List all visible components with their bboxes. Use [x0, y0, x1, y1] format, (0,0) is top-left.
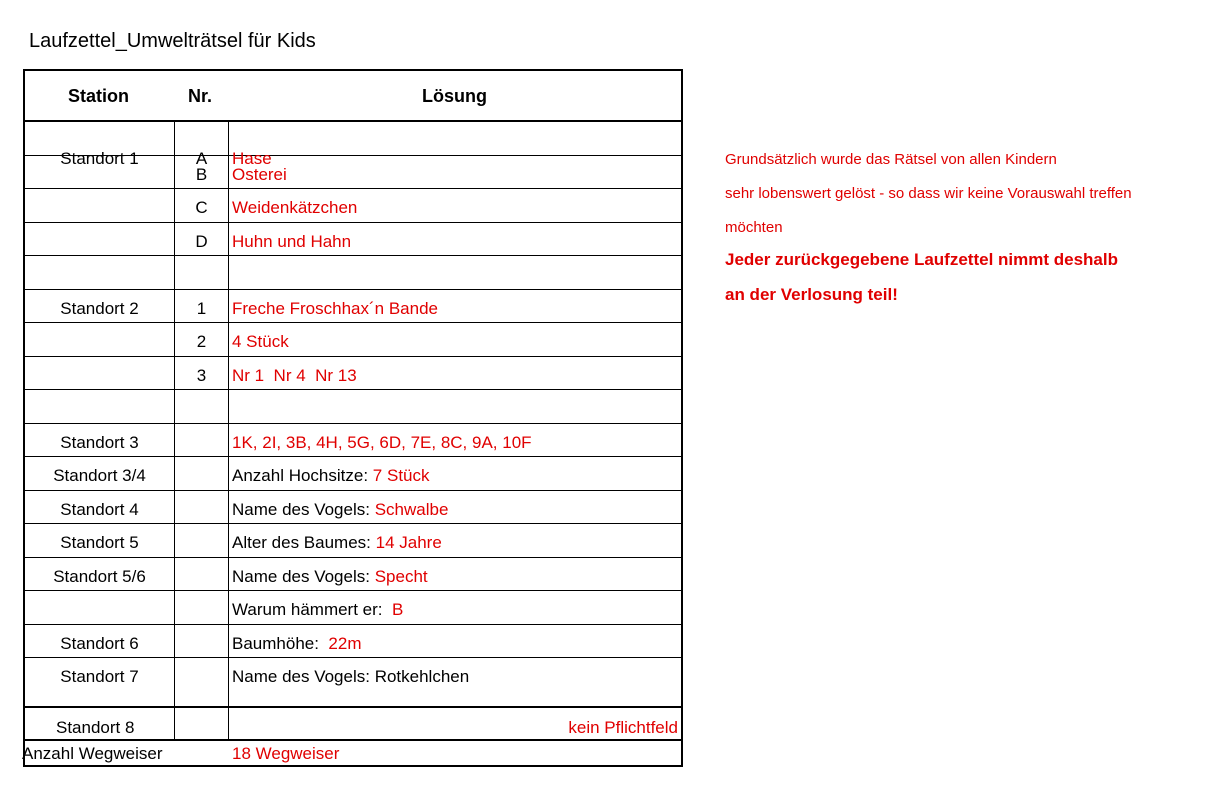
row-divider	[25, 289, 681, 290]
station-cell: Standort 1	[60, 149, 139, 168]
header-station: Station	[68, 86, 129, 106]
optional-field-note: kein Pflichtfeld	[568, 718, 678, 737]
note-line-5: an der Verlosung teil!	[725, 285, 898, 304]
header-divider	[25, 120, 681, 122]
row-divider	[25, 188, 681, 189]
row-divider	[25, 490, 681, 491]
solution-answer: 22m	[328, 634, 362, 653]
solution-answer: 7 Stück	[372, 466, 430, 485]
footer-answer: 18 Wegweiser	[232, 744, 340, 763]
solution-cell	[232, 634, 361, 654]
row-divider	[25, 389, 681, 390]
solution-answer: 14 Jahre	[375, 533, 442, 552]
answer-sheet-table	[23, 69, 683, 767]
solution-answer: Hase	[232, 149, 272, 168]
row-divider	[25, 322, 681, 323]
nr-cell: 2	[196, 332, 207, 351]
station-cell: Standort 3/4	[53, 466, 146, 485]
solution-label: Name des Vogels:	[232, 500, 375, 519]
footer-divider	[25, 739, 681, 741]
row-divider	[25, 356, 681, 357]
solution-answer: Huhn und Hahn	[232, 232, 352, 251]
solution-cell	[232, 466, 430, 486]
solution-label: Alter des Baumes:	[232, 533, 376, 552]
solution-answer: Osterei	[232, 165, 287, 184]
solution-answer: B	[391, 600, 404, 619]
nr-cell: D	[195, 232, 208, 251]
nr-cell: 3	[196, 366, 207, 385]
station-cell: Standort 6	[60, 634, 139, 653]
nr-cell: B	[195, 165, 208, 184]
station-cell: Standort 5	[60, 533, 139, 552]
station-cell: Standort 2	[60, 299, 139, 318]
row-divider	[25, 706, 681, 708]
station-cell: Standort 7	[60, 667, 139, 686]
station-cell: Standort 5/6	[53, 567, 146, 586]
solution-cell	[232, 165, 287, 185]
solution-label: Name des Vogels: Rotkehlchen	[232, 667, 470, 686]
note-line-2: sehr lobenswert gelöst - so dass wir keine Vorauswahl treffen	[725, 185, 1132, 202]
solution-cell	[232, 299, 438, 319]
solution-cell	[232, 567, 428, 587]
solution-answer: Nr 1 Nr 4 Nr 13	[232, 366, 357, 385]
solution-cell	[232, 198, 357, 218]
solution-cell	[232, 332, 289, 352]
station-cell: Standort 4	[60, 500, 139, 519]
solution-label: Baumhöhe:	[232, 634, 329, 653]
solution-cell	[232, 667, 469, 687]
row-divider	[25, 423, 681, 424]
solution-answer: Weidenkätzchen	[232, 198, 358, 217]
nr-cell: 1	[196, 299, 207, 318]
solution-label: Anzahl Hochsitze:	[232, 466, 373, 485]
header-loesung: Lösung	[422, 86, 487, 106]
solution-answer: Freche Froschhax´n Bande	[232, 299, 438, 318]
row-divider	[25, 222, 681, 223]
nr-cell: C	[195, 198, 208, 217]
solution-cell	[232, 500, 448, 520]
note-line-3: möchten	[725, 219, 783, 236]
solution-cell	[232, 533, 442, 553]
footer-label: Anzahl Wegweiser	[22, 744, 163, 763]
station-cell: Standort 3	[60, 433, 139, 452]
solution-cell	[232, 433, 532, 453]
column-divider	[228, 121, 229, 739]
note-line-4: Jeder zurückgegebene Laufzettel nimmt deshalb	[725, 250, 1118, 269]
solution-cell	[232, 232, 351, 252]
solution-answer: 1K, 2I, 3B, 4H, 5G, 6D, 7E, 8C, 9A, 10F	[232, 433, 532, 452]
solution-label: Warum hämmert er:	[232, 600, 392, 619]
page-title: Laufzettel_Umwelträtsel für Kids	[29, 30, 316, 52]
row-divider	[25, 523, 681, 524]
row-divider	[25, 456, 681, 457]
solution-answer: Specht	[374, 567, 428, 586]
solution-answer: Schwalbe	[374, 500, 449, 519]
solution-cell	[232, 366, 357, 386]
solution-cell	[232, 600, 403, 620]
nr-cell: A	[195, 149, 208, 168]
row-divider	[25, 255, 681, 256]
solution-label: Name des Vogels:	[232, 567, 375, 586]
note-line-1: Grundsätzlich wurde das Rätsel von allen Kindern	[725, 151, 1057, 168]
row-divider	[25, 590, 681, 591]
solution-answer: 4 Stück	[232, 332, 289, 351]
header-nr: Nr.	[188, 86, 213, 106]
row-divider	[25, 657, 681, 658]
row-divider	[25, 624, 681, 625]
row-divider	[25, 557, 681, 558]
station-cell: Standort 8	[56, 718, 135, 737]
